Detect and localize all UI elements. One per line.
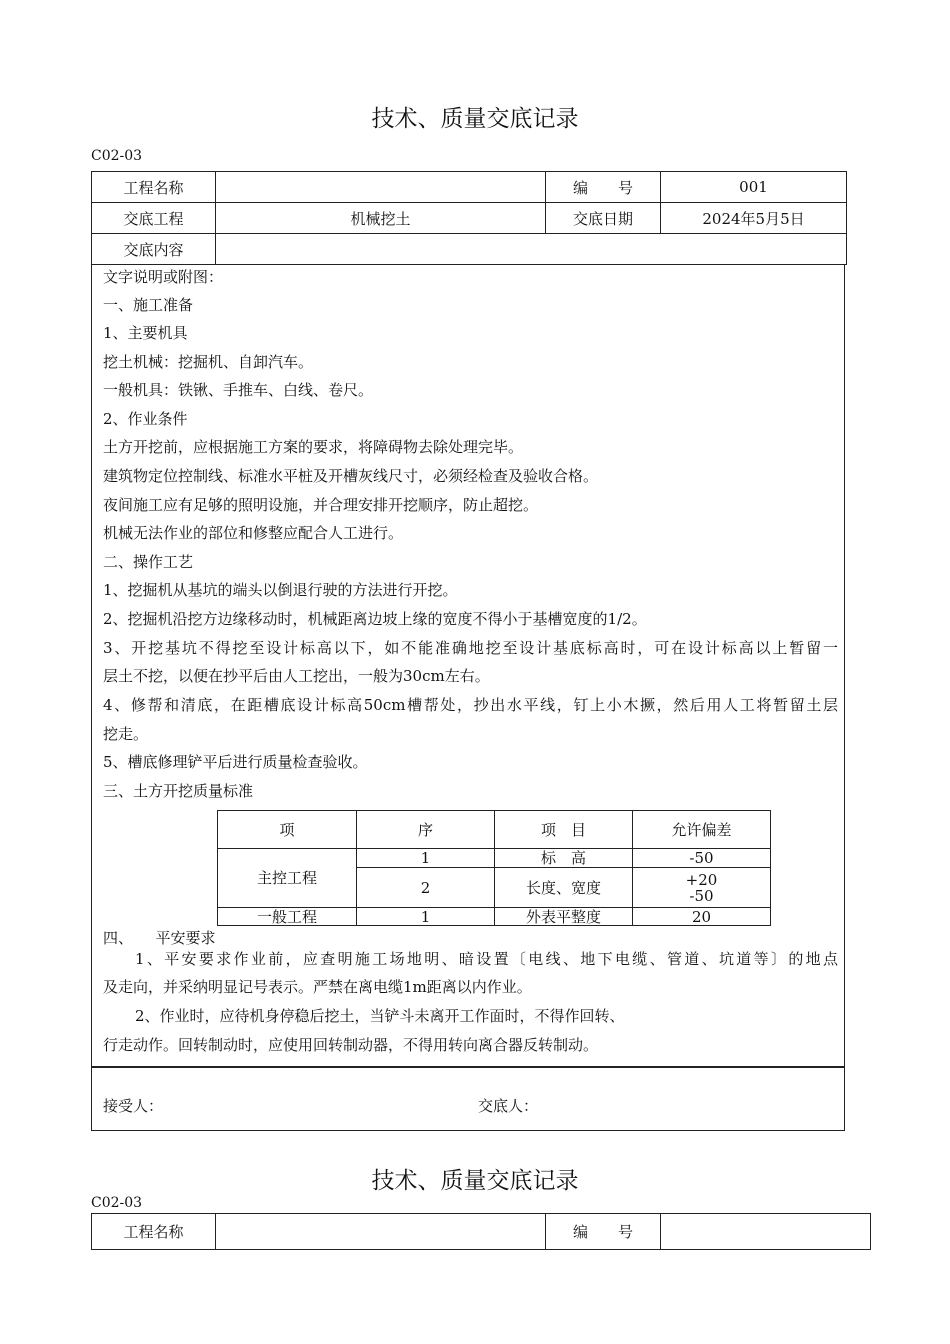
paragraph: 一般机具：铁锹、手推车、白线、卷尺。 [103, 381, 374, 399]
date-value: 2024年5月5日 [661, 203, 847, 234]
paragraph: 建筑物定位控制线、标准水平桩及开槽灰线尺寸，必须经检查及验收合格。 [103, 467, 599, 485]
paragraph: 夜间施工应有足够的照明设施，并合理安排开挖顺序，防止超挖。 [103, 496, 539, 514]
paragraph: 1、平安要求作业前，应查明施工场地明、暗设置〔电线、地下电缆、管道、坑道等〕的地点 [135, 950, 838, 968]
paragraph: 土方开挖前，应根据施工方案的要求，将障碍物去除处理完毕。 [103, 438, 524, 456]
number-label: 编 号 [546, 172, 661, 203]
project-name-label: 工程名称 [92, 1214, 216, 1250]
qs-main-control: 主控工程 [218, 849, 357, 908]
qs-general: 一般工程 [218, 908, 357, 926]
qs-tolerance: -50 [633, 849, 771, 868]
number-value: 001 [661, 172, 847, 203]
qs-tolerance [633, 868, 771, 908]
paragraph: 层土不挖，以便在抄平后由人工挖出，一般为30cm左右。 [103, 667, 490, 685]
handover-project-value: 机械挖土 [216, 203, 546, 234]
content-label: 交底内容 [92, 234, 216, 265]
qs-seq: 1 [357, 908, 495, 926]
paragraph: 挖土机械：挖掘机、自卸汽车。 [103, 353, 314, 371]
paragraph: 4、修帮和清底，在距槽底设计标高50cm槽帮处，抄出水平线，钉上小木撅，然后用人工将暂留土层 [103, 696, 838, 714]
qs-seq: 2 [357, 868, 495, 908]
number-value [661, 1214, 871, 1250]
qs-seq: 1 [357, 849, 495, 868]
sub-heading: 1、主要机具 [103, 324, 188, 342]
paragraph: 2、挖掘机沿挖方边缘移动时，机械距离边坡上缘的宽度不得小于基槽宽度的1/2。 [103, 610, 647, 628]
qs-header-tolerance: 允许偏差 [633, 811, 771, 849]
qs-header-seq: 序 [357, 811, 495, 849]
handover-project-label: 交底工程 [92, 203, 216, 234]
section-heading: 四、 平安要求 [103, 929, 216, 947]
signature-row [91, 1067, 845, 1131]
record2-form-code: C02-03 [91, 1195, 143, 1211]
paragraph: 5、槽底修理铲平后进行质量检查验收。 [103, 753, 368, 771]
qs-header-name: 项 目 [495, 811, 633, 849]
form-code: C02-03 [91, 148, 143, 164]
paragraph: 1、挖掘机从基坑的端头以倒退行驶的方法进行开挖。 [103, 581, 458, 599]
project-name-value [216, 1214, 546, 1250]
record-title: 技术、质量交底记录 [371, 106, 579, 132]
intro-text: 文字说明或附图： [103, 268, 224, 286]
section-heading: 一、施工准备 [103, 296, 194, 314]
qs-item: 外表平整度 [495, 908, 633, 926]
qs-tolerance: 20 [633, 908, 771, 926]
paragraph: 机械无法作业的部位和修整应配合人工进行。 [103, 524, 404, 542]
sub-heading: 2、作业条件 [103, 410, 188, 428]
presenter-label: 交底人： [478, 1097, 539, 1115]
record2-header-table [91, 1213, 871, 1250]
paragraph: 及走向，并采纳明显记号表示。严禁在离电缆1m距离以内作业。 [103, 978, 532, 996]
qs-tolerance-lower: -50 [689, 886, 714, 905]
quality-standard-table [217, 810, 771, 926]
header-table [91, 171, 847, 265]
project-name-label: 工程名称 [92, 172, 216, 203]
receiver-label: 接受人： [103, 1097, 164, 1115]
paragraph: 2、作业时，应待机身停稳后挖土，当铲斗未离开工作面时，不得作回转、 [135, 1007, 625, 1025]
section-heading: 三、土方开挖质量标准 [103, 782, 254, 800]
project-name-value [216, 172, 546, 203]
content-value [216, 234, 847, 265]
section-heading: 二、操作工艺 [103, 553, 194, 571]
paragraph: 3、开挖基坑不得挖至设计标高以下，如不能准确地挖至设计基底标高时，可在设计标高以上暂留一 [103, 639, 838, 657]
qs-item: 标 高 [495, 849, 633, 868]
content-body [91, 264, 845, 1067]
paragraph: 挖走。 [103, 725, 149, 743]
qs-tolerance-upper: +20 [685, 870, 718, 889]
number-label: 编 号 [546, 1214, 661, 1250]
paragraph: 行走动作。回转制动时，应使用回转制动器，不得用转向离合器反转制动。 [103, 1036, 599, 1054]
qs-header-item: 项 [218, 811, 357, 849]
date-label: 交底日期 [546, 203, 661, 234]
record2-title: 技术、质量交底记录 [371, 1168, 579, 1194]
qs-item: 长度、宽度 [495, 868, 633, 908]
